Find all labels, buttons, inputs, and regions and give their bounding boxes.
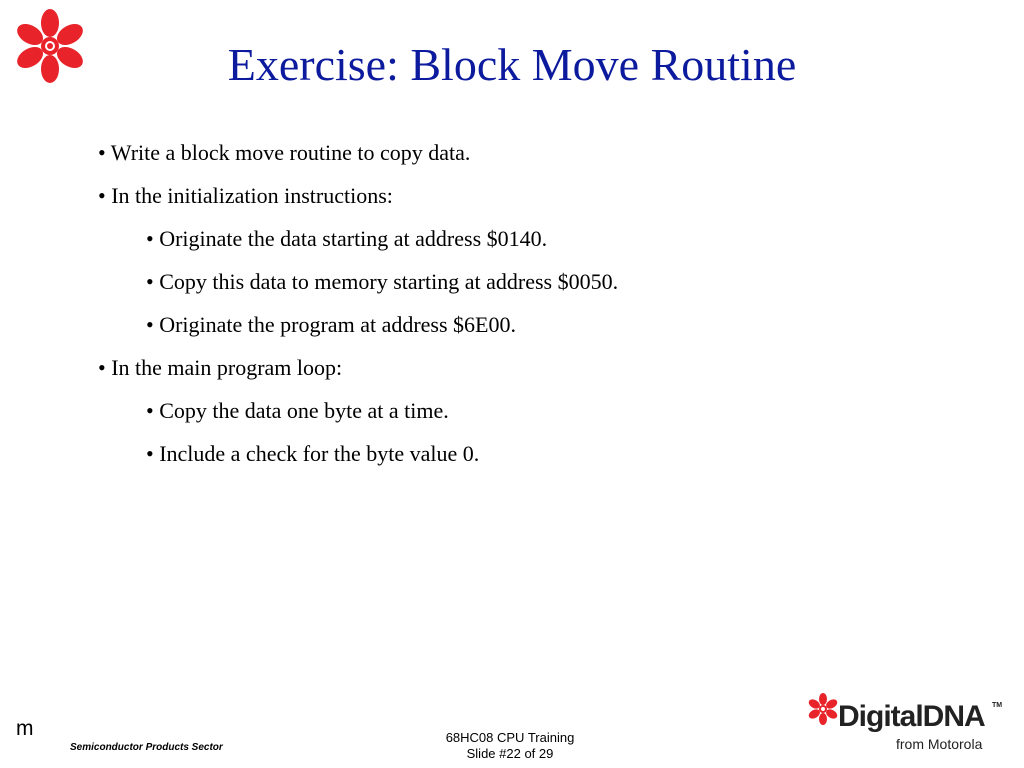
motorola-mark: m	[16, 717, 34, 740]
sub-bullet-item: • Copy the data one byte at a time.	[146, 398, 449, 423]
digitaldna-flower-icon	[808, 692, 838, 726]
course-title: 68HC08 CPU Training	[445, 730, 575, 745]
bullet-item: • In the main program loop:	[98, 355, 343, 380]
brand-subtitle: from Motorola	[896, 736, 983, 752]
slide-footer-info	[410, 730, 610, 762]
sector-label: Semiconductor Products Sector	[70, 742, 223, 753]
bullet-item: • In the initialization instructions:	[98, 183, 393, 208]
digitaldna-logo	[808, 690, 1008, 756]
slide-title: Exercise: Block Move Routine	[227, 39, 797, 90]
brand-name: DigitalDNA	[838, 700, 985, 733]
trademark-mark: TM	[992, 702, 1003, 709]
sub-bullet-item: • Originate the program at address $6E00.	[146, 312, 516, 337]
slide-number: Slide #22 of 29	[466, 746, 554, 761]
sub-bullet-item: • Include a check for the byte value 0.	[146, 441, 480, 466]
sub-bullet-item: • Originate the data starting at address $0140.	[146, 226, 548, 251]
bullet-item: • Write a block move routine to copy data.	[98, 140, 471, 165]
sub-bullet-item: • Copy this data to memory starting at address $0050.	[146, 269, 619, 294]
